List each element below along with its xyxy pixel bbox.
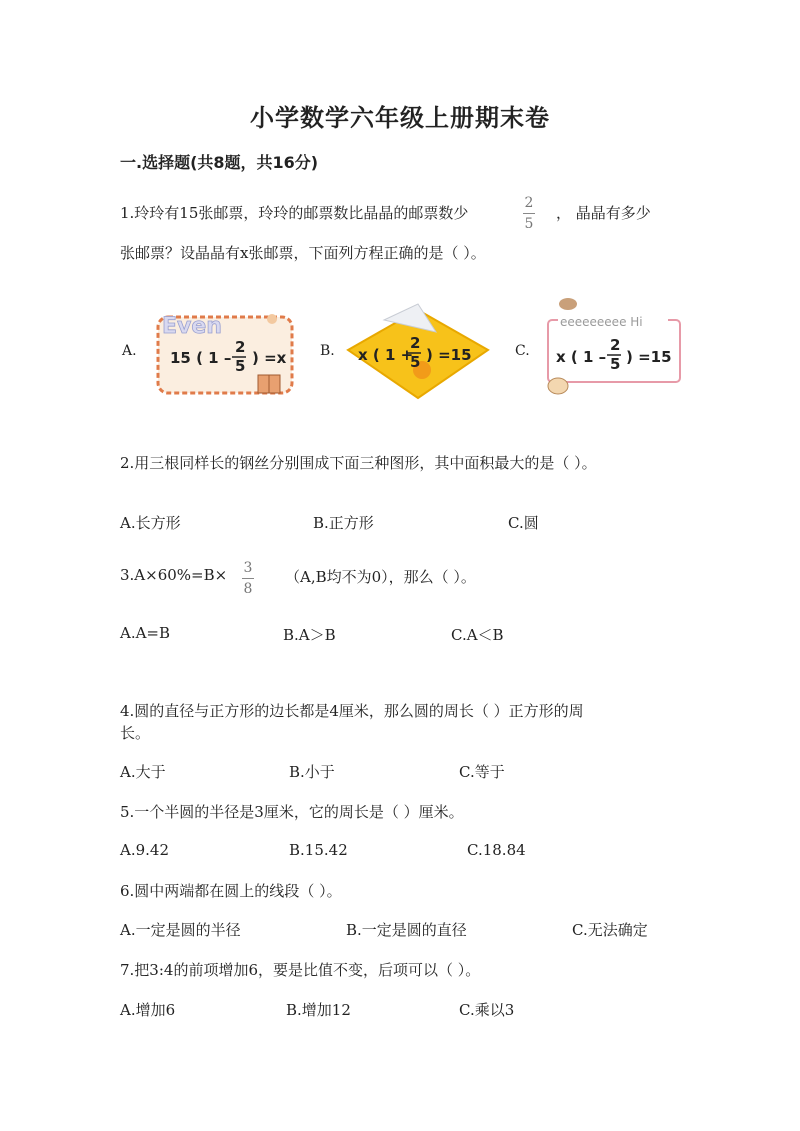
question-2-option-b[interactable]: B.正方形 [313,514,374,532]
question-4-text-line2: 长。 [120,724,151,742]
question-1-text-line1-end: ， 晶晶有多少 [556,204,651,222]
option-b-card[interactable] [344,298,492,402]
equation-prefix: x ( 1 + [358,346,414,364]
equation-numerator: 2 [235,338,246,356]
equation-suffix: ) =15 [426,346,472,364]
question-3-text-end: （A,B均不为0），那么（ ）。 [285,568,476,586]
question-1-fraction [523,196,535,231]
equation-prefix: x ( 1 – [556,348,607,366]
equation-numerator: 2 [410,334,421,352]
option-c-label: C. [515,343,530,359]
fraction-denominator: 5 [524,216,534,232]
question-5-option-c[interactable]: C.18.84 [467,841,526,859]
question-3-text-start: 3.A×60%=B× [120,566,228,584]
equation-numerator: 2 [610,336,621,354]
question-6-option-a[interactable]: A.一定是圆的半径 [120,921,241,939]
question-3-option-b[interactable]: B.A＞B [283,626,336,644]
loop-deco-text: eeeeeeeee Hi [560,315,643,329]
question-2-option-c[interactable]: C.圆 [508,514,539,532]
equation-suffix: ) =15 [626,348,672,366]
question-4-option-a[interactable]: A.大于 [120,763,166,781]
question-3-option-c[interactable]: C.A＜B [451,626,504,644]
question-5-text: 5.一个半圆的半径是3厘米，它的周长是（ ）厘米。 [120,803,464,821]
question-3-option-a[interactable]: A.A=B [120,624,171,642]
question-7-option-b[interactable]: B.增加12 [286,1001,351,1019]
fraction-numerator: 3 [243,560,253,576]
section-heading: 一.选择题(共8题，共16分) [120,153,319,172]
option-c-card[interactable] [540,296,690,406]
question-6-option-c[interactable]: C.无法确定 [572,921,648,939]
question-5-option-b[interactable]: B.15.42 [289,841,348,859]
fraction-numerator: 2 [524,195,534,211]
question-4-text-line1: 4.圆的直径与正方形的边长都是4厘米，那么圆的周长（ ）正方形的周 [120,702,584,720]
option-b-label: B. [320,343,335,359]
fraction-denominator: 8 [243,581,253,597]
question-2-option-a[interactable]: A.长方形 [120,514,181,532]
question-7-text: 7.把3:4的前项增加6，要是比值不变，后项可以（ ）。 [120,961,481,979]
bird-icon [559,298,577,310]
question-3-fraction [242,561,254,596]
question-4-option-c[interactable]: C.等于 [459,763,505,781]
page-title: 小学数学六年级上册期末卷 [250,103,550,132]
teacup-icon [548,378,568,394]
question-4-option-b[interactable]: B.小于 [289,763,335,781]
equation-denominator: 5 [235,357,246,375]
equation-prefix: 15 ( 1 – [170,349,232,367]
even-deco-text: Even [162,314,222,339]
option-a-label: A. [122,343,137,359]
question-6-option-b[interactable]: B.一定是圆的直径 [346,921,467,939]
equation-suffix: ) =x [252,349,287,367]
question-7-option-c[interactable]: C.乘以3 [459,1001,515,1019]
fraction-bar [523,213,535,214]
question-1-text-line2: 张邮票？设晶晶有x张邮票，下面列方程正确的是（ ）。 [120,244,486,262]
equation-denominator: 5 [410,353,421,371]
question-5-option-a[interactable]: A.9.42 [120,841,169,859]
question-1-text-line1: 1.玲玲有15张邮票，玲玲的邮票数比晶晶的邮票数少 [120,204,469,222]
fraction-bar [242,578,254,579]
question-6-text: 6.圆中两端都在圆上的线段（ ）。 [120,882,342,900]
flower-deco [267,314,277,324]
question-2-text: 2.用三根同样长的钢丝分别围成下面三种图形，其中面积最大的是（ ）。 [120,454,597,472]
option-a-card[interactable] [152,305,300,400]
equation-denominator: 5 [610,355,621,373]
question-7-option-a[interactable]: A.增加6 [120,1001,176,1019]
